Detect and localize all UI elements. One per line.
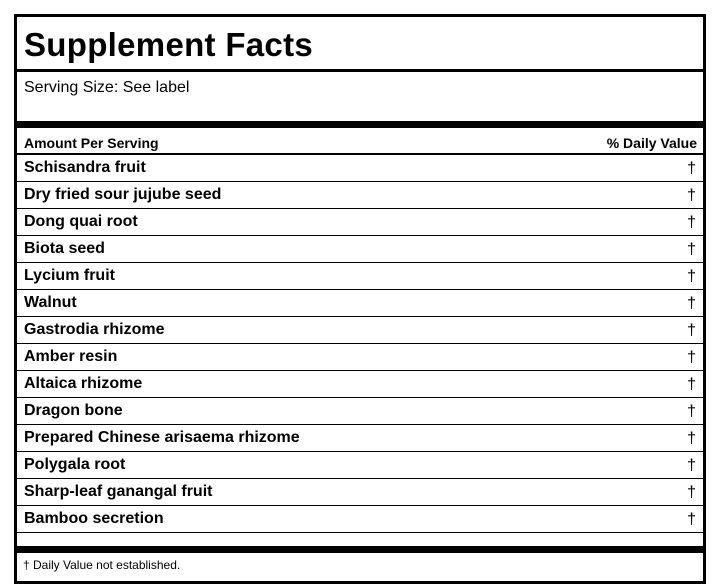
ingredient-daily-value: † bbox=[687, 430, 696, 447]
ingredient-daily-value: † bbox=[687, 484, 696, 501]
ingredient-name: Lycium fruit bbox=[24, 267, 115, 284]
ingredient-name: Sharp-leaf ganangal fruit bbox=[24, 483, 213, 500]
ingredient-name: Dry fried sour jujube seed bbox=[24, 186, 222, 203]
ingredient-name: Polygala root bbox=[24, 456, 126, 473]
ingredient-daily-value: † bbox=[687, 322, 696, 339]
ingredient-row bbox=[17, 317, 703, 344]
ingredient-row bbox=[17, 371, 703, 398]
ingredient-daily-value: † bbox=[687, 295, 696, 312]
ingredient-daily-value: † bbox=[687, 241, 696, 258]
ingredient-name: Dong quai root bbox=[24, 213, 138, 230]
ingredient-daily-value: † bbox=[687, 268, 696, 285]
ingredient-row bbox=[17, 425, 703, 452]
serving-thick-divider bbox=[17, 121, 703, 128]
supplement-facts-panel bbox=[14, 14, 706, 584]
ingredient-row bbox=[17, 452, 703, 479]
ingredient-name: Schisandra fruit bbox=[24, 159, 146, 176]
ingredient-daily-value: † bbox=[687, 214, 696, 231]
ingredient-name: Prepared Chinese arisaema rhizome bbox=[24, 429, 300, 446]
ingredient-name: Gastrodia rhizome bbox=[24, 321, 165, 338]
ingredient-row bbox=[17, 290, 703, 317]
ingredient-row bbox=[17, 182, 703, 209]
ingredient-daily-value: † bbox=[687, 160, 696, 177]
ingredient-name: Altaica rhizome bbox=[24, 375, 143, 392]
ingredient-row bbox=[17, 398, 703, 425]
ingredient-row bbox=[17, 155, 703, 182]
ingredient-daily-value: † bbox=[687, 349, 696, 366]
ingredient-name: Walnut bbox=[24, 294, 77, 311]
ingredient-row bbox=[17, 506, 703, 533]
ingredient-daily-value: † bbox=[687, 376, 696, 393]
panel-title: Supplement Facts bbox=[24, 26, 314, 63]
ingredient-row bbox=[17, 209, 703, 236]
serving-size: Serving Size: See label bbox=[24, 79, 190, 96]
title-divider bbox=[17, 69, 703, 72]
column-header-row bbox=[17, 131, 703, 155]
ingredient-row bbox=[17, 344, 703, 371]
ingredient-name: Dragon bone bbox=[24, 402, 123, 419]
ingredient-row bbox=[17, 236, 703, 263]
ingredient-list bbox=[17, 155, 703, 533]
ingredient-name: Amber resin bbox=[24, 348, 118, 365]
ingredient-daily-value: † bbox=[687, 187, 696, 204]
ingredient-daily-value: † bbox=[687, 511, 696, 528]
daily-value-header: % Daily Value bbox=[606, 135, 697, 151]
ingredient-row bbox=[17, 479, 703, 506]
ingredient-daily-value: † bbox=[687, 403, 696, 420]
footnote: † Daily Value not established. bbox=[23, 558, 181, 572]
ingredient-daily-value: † bbox=[687, 457, 696, 474]
amount-per-serving-header: Amount Per Serving bbox=[24, 135, 159, 151]
footer-thick-divider bbox=[17, 546, 703, 553]
ingredient-name: Biota seed bbox=[24, 240, 105, 257]
ingredient-name: Bamboo secretion bbox=[24, 510, 164, 527]
ingredient-row bbox=[17, 263, 703, 290]
